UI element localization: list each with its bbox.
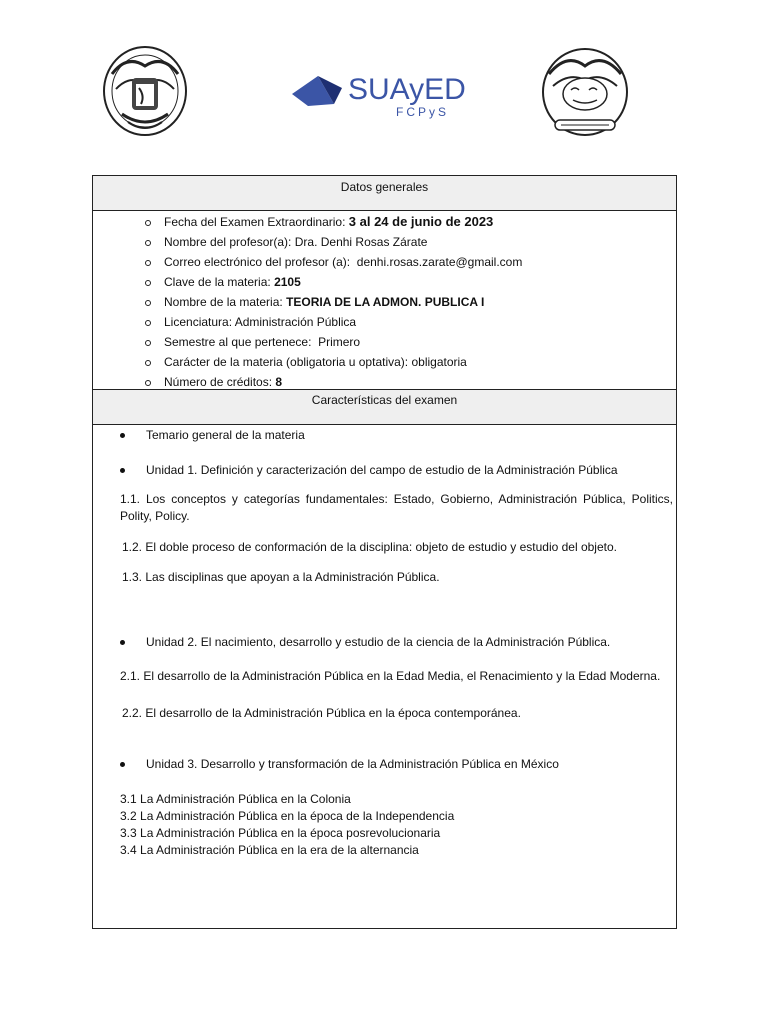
unit-1-title: Unidad 1. Definición y caracterización del campo de estudio de la Administración Pública [120,462,673,479]
general-data-header [93,176,676,211]
topic-2-2: 2.2. El desarrollo de la Administración Pública en la época contemporánea. [122,706,521,720]
exam-features-header [93,389,676,425]
topic-3-4: 3.4 La Administración Pública en la era de la alternancia [120,843,419,857]
topic-3-2: 3.2 La Administración Pública en la época de la Independencia [120,809,455,823]
logo-sub: FCPyS [396,105,450,119]
topic-3-1: 3.1 La Administración Pública en la Colonia [120,792,351,806]
page-header [0,0,768,160]
topic-3-3: 3.3 La Administración Pública en la época posrevolucionaria [120,826,441,840]
email-link[interactable]: denhi.rosas.zarate@gmail.com [356,255,523,269]
list-item-exam-date: Fecha del Examen Extraordinario: 3 al 24 de junio de 2023 [93,212,676,232]
list-item-email: Correo electrónico del profesor (a): denhi.rosas.zarate@gmail.com [93,252,676,272]
list-item-semester: Semestre al que pertenece: Primero [93,332,676,352]
unam-seal-icon [102,44,188,138]
topic-1-1: 1.1. Los conceptos y categorías fundamentales: Estado, Gobierno, Administración Pública, Politics, Polity, Policy. [120,492,673,523]
list-item-professor: Nombre del profesor(a): Dra. Denhi Rosas Zárate [93,232,676,252]
list-item-character: Carácter de la materia (obligatoria u optativa): obligatoria [93,352,676,372]
topic-1-2: 1.2. El doble proceso de conformación de la disciplina: objeto de estudio y estudio del objeto. [122,540,617,554]
topic-2-1: 2.1. El desarrollo de la Administración Pública en la Edad Media, el Renacimiento y la Edad Moderna. [120,669,661,683]
topic-1-3: 1.3. Las disciplinas que apoyan a la Administración Pública. [122,570,440,584]
fcpys-seal-icon [541,46,629,138]
unit-3-title: Unidad 3. Desarrollo y transformación de la Administración Pública en México [120,756,673,773]
temario-heading: Temario general de la materia [120,427,673,444]
exam-syllabus [93,425,676,930]
list-item-course-name: Nombre de la materia: TEORIA DE LA ADMON. PUBLICA I [93,292,676,312]
general-data-list [93,212,676,392]
exam-info-table [92,175,677,929]
exam-features-title: Características del examen [311,393,458,407]
unit-2-title: Unidad 2. El nacimiento, desarrollo y estudio de la ciencia de la Administración Pública. [120,634,673,651]
general-data-title: Datos generales [340,180,429,194]
logo-name: SUAyED [348,73,466,106]
suayed-logo-icon [288,66,470,124]
list-item-credits: Número de créditos: 8 [93,372,676,392]
list-item-course-code: Clave de la materia: 2105 [93,272,676,292]
list-item-degree: Licenciatura: Administración Pública [93,312,676,332]
